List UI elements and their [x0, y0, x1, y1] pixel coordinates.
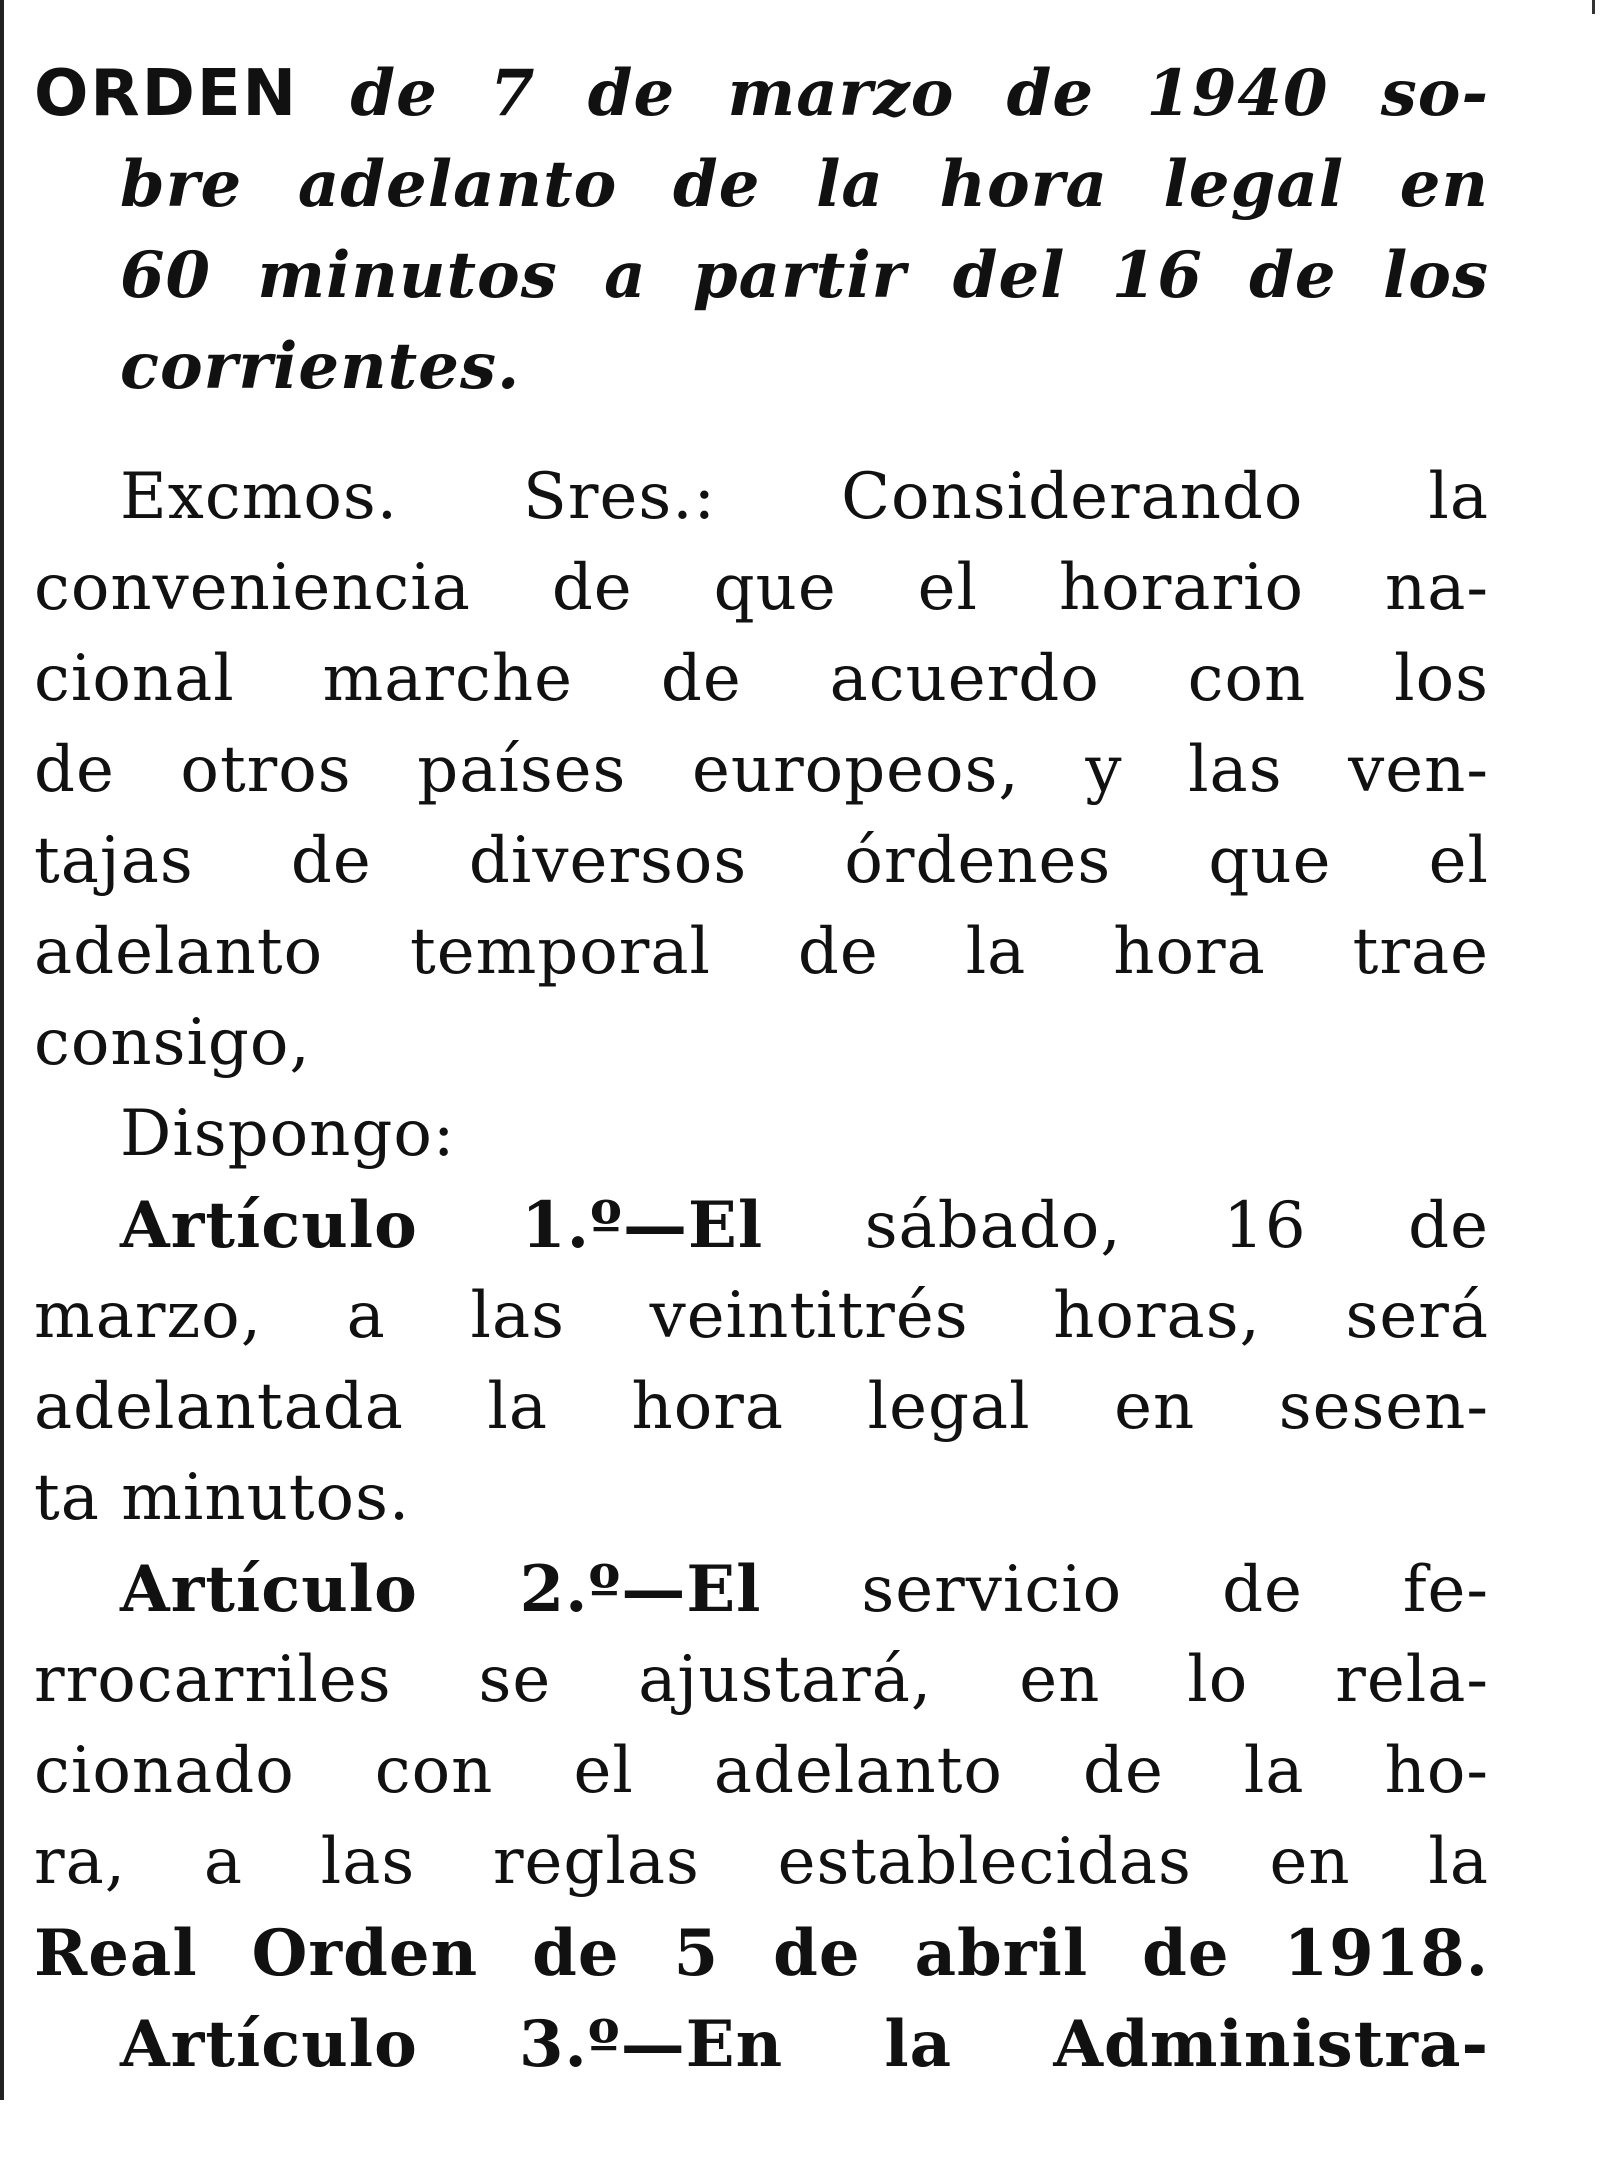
preamble-line-6: adelanto temporal de la hora trae [34, 915, 1489, 989]
preamble-line-4: de otros países europeos, y las ven- [34, 733, 1489, 807]
preamble-line-2: conveniencia de que el horario na- [34, 551, 1489, 625]
articulo-1-line-4: ta minutos. [34, 1461, 411, 1535]
title-line-3: 60 minutos a partir del 16 de los [120, 238, 1489, 313]
document-column [34, 48, 1489, 2090]
preamble-line-3: cional marche de acuerdo con los [34, 642, 1489, 716]
title-line-4: corrientes. [120, 329, 521, 404]
articulo-1-line-1 [34, 1180, 1489, 1271]
articulo-2-line-5: Real Orden de 5 de abril de 1918. [34, 1916, 1489, 1991]
articulo-1-line-3: adelantada la hora legal en sesen- [34, 1370, 1489, 1444]
articulo-1-line-2: marzo, a las veintitrés horas, será [34, 1279, 1489, 1353]
order-body [34, 452, 1489, 2090]
articulo-1-first-rest: sábado, 16 de [864, 1189, 1490, 1263]
column-rule-right [1592, 0, 1595, 14]
preamble-line-1: Excmos. Sres.: Considerando la [120, 460, 1489, 534]
title-line-1-text: de 7 de marzo de 1940 so- [350, 56, 1490, 131]
preamble-line-7: consigo, [34, 1006, 311, 1080]
articulo-2-line-4: ra, a las reglas establecidas en la [34, 1825, 1489, 1899]
articulo-2-line-1 [34, 1544, 1489, 1635]
articulo-2-heading: Artículo 2.º—El [120, 1552, 762, 1627]
column-rule-left [0, 0, 4, 2100]
dispongo: Dispongo: [120, 1097, 456, 1171]
preamble-line-5: tajas de diversos órdenes que el [34, 824, 1489, 898]
articulo-1-heading: Artículo 1.º—El [120, 1188, 764, 1263]
articulo-3-line-1: Artículo 3.º—En la Administra- [120, 2007, 1489, 2082]
title-line-1 [34, 48, 1489, 139]
title-line-2: bre adelanto de la hora legal en [120, 147, 1489, 222]
articulo-2-line-3: cionado con el adelanto de la ho- [34, 1734, 1489, 1808]
order-title [34, 48, 1489, 412]
articulo-2-line-2: rrocarriles se ajustará, en lo rela- [34, 1643, 1489, 1717]
title-lead-word: ORDEN [34, 57, 299, 131]
articulo-2-first-rest: servicio de fe- [861, 1553, 1490, 1627]
